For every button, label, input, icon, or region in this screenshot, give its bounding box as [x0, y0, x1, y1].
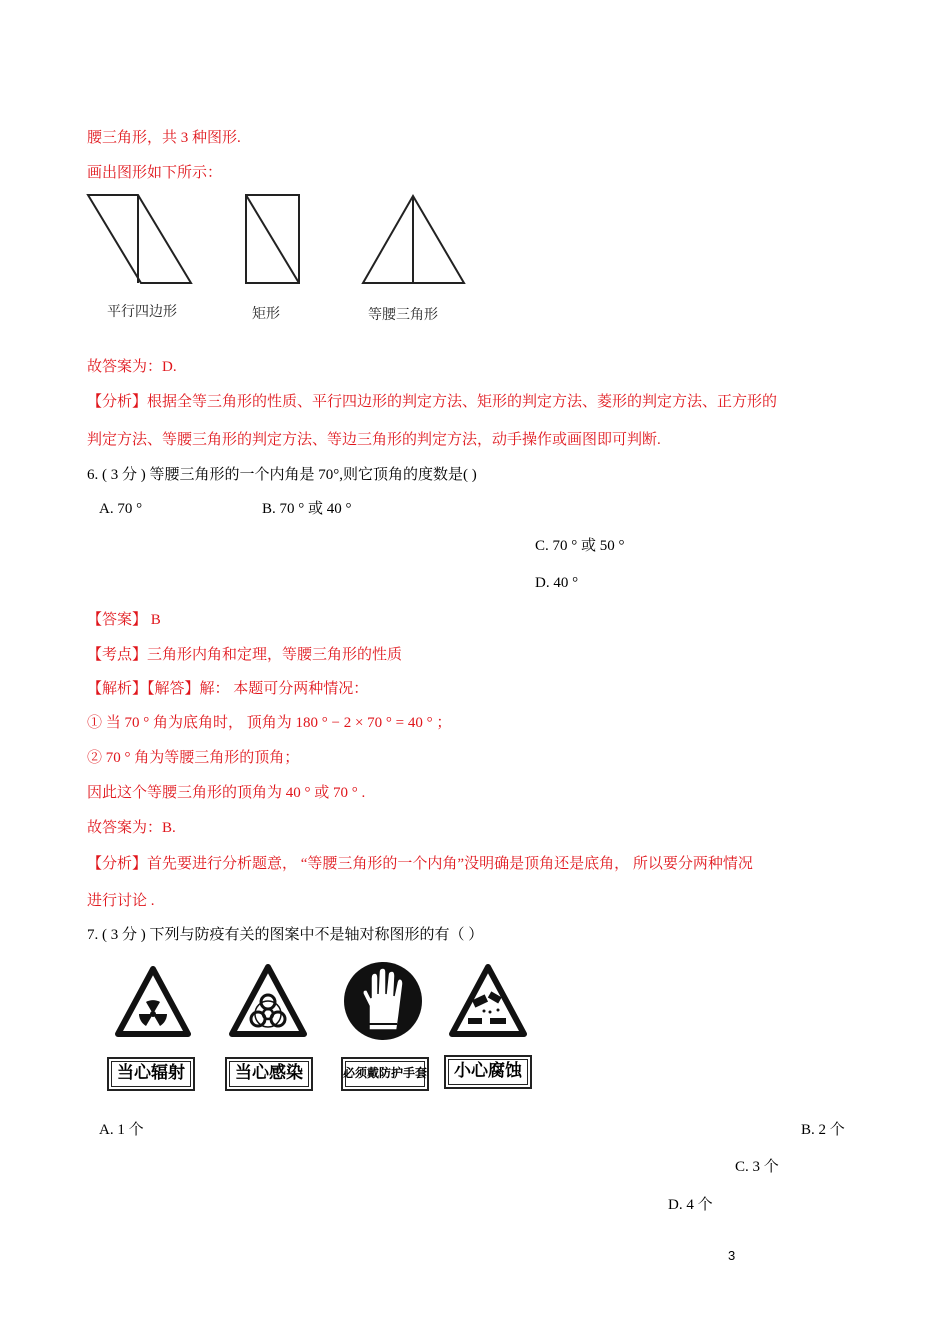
analysis-text: 【分析】首先要进行分析题意， “等腰三角形的一个内角”没明确是顶角还是底角， 所以要分两种情况 [87, 856, 753, 872]
sign-label-gloves: 必须戴防护手套 [341, 1057, 429, 1091]
sign-label-biohazard: 当心感染 [225, 1057, 313, 1091]
jiexi-text: 【解析】【解答】解： 本题可分两种情况： [87, 681, 369, 697]
biohazard-warning-icon [228, 964, 308, 1038]
analysis-text: 【分析】根据全等三角形的性质、平行四边形的判定方法、矩形的判定方法、菱形的判定方法、正方形的 [87, 394, 778, 410]
parallelogram-figure [85, 193, 195, 287]
figure-label-parallelogram: 平行四边形 [107, 304, 177, 320]
option-c[interactable]: C. 3 个 [735, 1159, 779, 1175]
sign-label-corrosion: 小心腐蚀 [444, 1055, 532, 1089]
kaodian-text: 【考点】三角形内角和定理，等腰三角形的性质 [87, 647, 403, 663]
solution-case-2: ② 70 ° 角为等腰三角形的顶角； [87, 750, 300, 766]
corrosion-warning-icon [448, 964, 528, 1038]
solution-line: 腰三角形，共 3 种图形. [87, 130, 241, 146]
isosceles-triangle-figure [360, 193, 470, 287]
option-a[interactable]: A. 70 ° [99, 501, 143, 517]
figure-label-rectangle: 矩形 [252, 306, 280, 322]
rectangle-figure [244, 193, 302, 287]
option-d[interactable]: D. 4 个 [668, 1197, 713, 1213]
solution-case-1: ① 当 70 ° 角为底角时， 顶角为 180 ° − 2 × 70 ° = 40 ° ； [87, 715, 452, 731]
question-stem: 6. ( 3 分 ) 等腰三角形的一个内角是 70°,则它顶角的度数是( ) [87, 467, 477, 483]
page-number: 3 [728, 1248, 736, 1263]
analysis-text: 判定方法、等腰三角形的判定方法、等边三角形的判定方法，动手操作或画图即可判断. [87, 432, 661, 448]
solution-conclusion: 因此这个等腰三角形的顶角为 40 ° 或 70 ° . [87, 785, 366, 801]
sign-label-radiation: 当心辐射 [107, 1057, 195, 1091]
answer-label: 【答案】 B [87, 612, 161, 628]
figure-label-isosceles-triangle: 等腰三角形 [368, 307, 438, 323]
option-a[interactable]: A. 1 个 [99, 1122, 144, 1138]
option-b[interactable]: B. 70 ° 或 40 ° [262, 501, 352, 517]
question-stem: 7. ( 3 分 ) 下列与防疫有关的图案中不是轴对称图形的有（ ） [87, 927, 484, 943]
option-d[interactable]: D. 40 ° [535, 575, 579, 591]
analysis-text: 进行讨论 . [87, 893, 155, 909]
option-c[interactable]: C. 70 ° 或 50 ° [535, 538, 625, 554]
answer-line: 故答案为：D. [87, 359, 177, 375]
radiation-warning-icon [115, 966, 191, 1038]
solution-line: 画出图形如下所示： [87, 165, 223, 181]
answer-line: 故答案为：B. [87, 820, 176, 836]
option-b[interactable]: B. 2 个 [801, 1122, 845, 1138]
protective-gloves-icon [343, 958, 423, 1044]
